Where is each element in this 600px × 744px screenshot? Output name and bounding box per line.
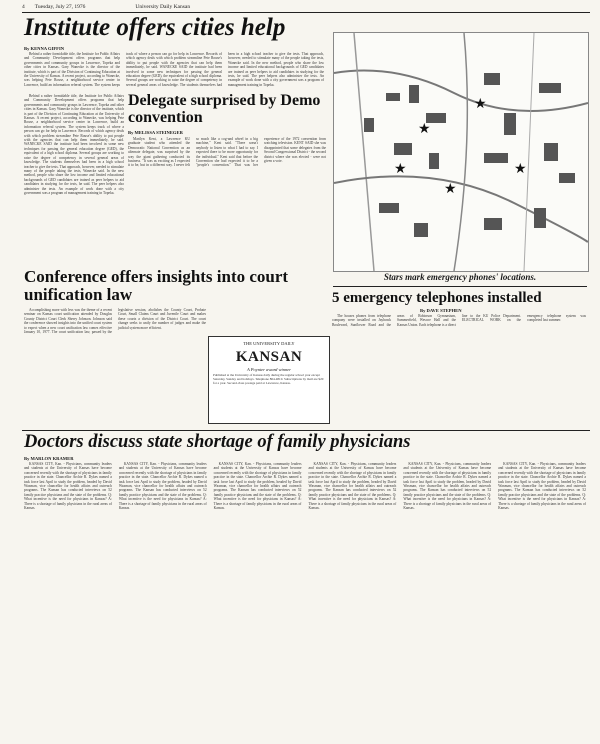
article-conference-body: Accomplishing more with less was the theme of a recent seminar on Kansas court unification attended by Douglas County District Court Clerk Sherry Johnson. Johnson said the conference showed insights into the unified court system to expect when a new court unification law comes effective January 10, 1977. The court unification law, passed by the legislative session, abolishes the County Court, Probate Court, Small Claims Court and Juvenile Court and makes these courts a division of the District Court. The court change seeks to unify the number of judges and make the judicial system more efficient. bbox=[24, 308, 206, 335]
article-institute-continued: Behind a rather formidable title, the Institute for Public Affairs and Community Development offers programs that help governments and community groups in Lawrence, Topeka and other cities in Kansas. Gary Wanecke is the director of the institute, which is part of the Division of Continuing Education at the University of Kansas. A recent project, according to Wanecke, was helping Pete Rouse, a neighborhood service center in Lawrence, build an information referral system. The system keeps track of where a person can go for help in Lawrence. Records of which agency deals with which problem streamline Pete Rouse's ability to put people with the agencies that can help them immediately, he said. WANECKE SAID the institute had been involved in some new techniques for passing the general education degree (GED), the equivalent of a high school diploma. Several groups are working to raise the degree of competency in several general areas of knowledge. The students themselves had been in a high school teacher to give the tests. That approach, however, needed to stimulate many of the people taking the tests, Wanecke said. In the new method, people who share the low income and limited educational backgrounds of GED candidates are trained as peer helpers to aid candidates in studying for the tests, he said. The peer helpers also administer the tests. An example of work done with a city government was a program of management training in Topeka. bbox=[24, 94, 124, 195]
article-delegate-text bbox=[24, 94, 124, 264]
article-doctors-body-6: KANSAS CITY, Kan. - Physicians, community leaders and students at the University of Kansas have become concerned recently with the shortage of physicians in family practice in the state. Chancellor Archie R. Dykes named a task force last April to study the problem, headed by David Waxman, vice chancellor for health affairs and outreach programs. The Kansan has conducted interviews on 52 family practice physicians and the state of the problems. Q: What incentive is the need for physicians in Kansas? A: There is a shortage of family physicians in the rural areas of Kansas. bbox=[498, 462, 586, 511]
page-header bbox=[22, 4, 582, 10]
article-doctors-body-5: KANSAS CITY, Kan. - Physicians, community leaders and students at the University of Kansas have become concerned recently with the shortage of physicians in family practice in the state. Chancellor Archie R. Dykes named a task force last April to study the problem, headed by David Waxman, vice chancellor for health affairs and outreach programs. The Kansan has conducted interviews on 52 family practice physicians and the state of the problems. Q: What incentive is the need for physicians in Kansas? A: There is a shortage of family physicians in the rural areas of Kansas. bbox=[403, 462, 492, 511]
article-delegate-columns bbox=[128, 137, 326, 265]
headline-conference-text: Conference offers insights into court unification law bbox=[24, 267, 289, 304]
article-institute-body: Behind a rather formidable title, the Institute for Public Affairs and Community Development offers programs that help governments and community groups in Lawrence, Topeka and other cities in Kansas. Gary Wanecke is the director of the institute, which is part of the Division of Continuing Education at the University of Kansas. A recent project, according to Wanecke, was helping Pete Rouse, a neighborhood service center in Lawrence, build an information referral system. The system keeps track of where a person can go for help in Lawrence. Records of which agency deals with which problem streamline Pete Rouse's ability to put people with the agencies that can help them immediately, he said. WANECKE SAID the institute had been involved in some new techniques for passing the general education degree (GED), the equivalent of a high school diploma. Several groups are working to raise the degree of competency in several general areas of knowledge. The students themselves had been in a high school teacher to give the tests. That approach, however, needed to stimulate many of the people taking the tests, Wanecke said. In the new method, people who share the low income and limited educational backgrounds of GED candidates are trained as peer helpers to aid candidates in studying for the tests, he said. The peer helpers also administer the tests. An example of work done with a city government was a program of management training in Topeka. bbox=[24, 52, 324, 87]
byline-delegate: By MELISSA STEINEGER bbox=[128, 130, 183, 135]
campus-map bbox=[333, 32, 589, 272]
page-number: 4 bbox=[22, 4, 25, 10]
page-date: Tuesday, July 27, 1976 bbox=[34, 4, 86, 10]
headline-delegate bbox=[128, 92, 328, 126]
byline-doctors: By MARLON KRAMER bbox=[24, 456, 74, 461]
headline-institute: Institute offers cities help bbox=[24, 14, 286, 41]
section-rule bbox=[22, 430, 590, 431]
paper-name: University Daily Kansan bbox=[135, 4, 191, 10]
masthead-subtitle: A Poynter award winner bbox=[246, 367, 292, 372]
phone-star-4: ★ bbox=[444, 181, 457, 197]
headline-conference bbox=[24, 268, 324, 304]
masthead-staff: Published at the University of Kansas daily during the regular school year except Saturday, Sunday and holidays. Telephone 864-4810. Subscriptions by mail are $20 for a year. Second-class postage paid at Lawrence, Kansas. bbox=[213, 373, 324, 385]
masthead-title: KANSAN bbox=[235, 349, 303, 365]
headline-delegate-text: Delegate surprised by Demo convention bbox=[128, 92, 321, 126]
article-conference-text bbox=[24, 308, 206, 428]
phone-star-1: ★ bbox=[418, 121, 431, 137]
masthead-top: THE UNIVERSITY DAILY bbox=[243, 341, 295, 346]
phone-star-5: ★ bbox=[394, 161, 407, 177]
byline-telephones: By DAVE STEPHEN bbox=[420, 308, 462, 313]
article-delegate-body: Marilyn Kent, a Lawrence KU graduate student who attended the Democratic National Convention as an alternate delegate, was surprised by the way the giant gathering conducted its business. "It was as exciting as I expected it to be, but in a different way. I never felt so much like a cog-and wheel in a big machine," Kent said. "There wasn't anybody to listen to what I had to say. I expected there to be more opportunity for the individual." Kent said that before the Convention she had expected it to be a "people's convention." That was her experience of the 1972 convention from watching television. KENT SAID she was disappointed that some delegates from the Second Congressional District - the second district where she was elected - were not given a vote. bbox=[128, 137, 326, 168]
masthead-box bbox=[208, 336, 330, 424]
map-caption: Stars mark emergency phones' locations. bbox=[383, 272, 537, 282]
article-telephones-text bbox=[332, 314, 586, 426]
article-doctors-text bbox=[24, 462, 586, 738]
article-doctors-body-3: KANSAS CITY, Kan. - Physicians, community leaders and students at the University of Kansas have become concerned recently with the shortage of physicians in family practice in the state. Chancellor Archie R. Dykes named a task force last April to study the problem, headed by David Waxman, vice chancellor for health affairs and outreach programs. The Kansan has conducted interviews on 52 family practice physicians and the state of the problems. Q: What incentive is the need for physicians in Kansas? A: There is a shortage of family physicians in the rural areas of Kansas. bbox=[213, 462, 302, 511]
campus-map-graphic bbox=[334, 33, 588, 271]
phone-star-3: ★ bbox=[514, 161, 527, 177]
phone-star-2: ★ bbox=[474, 96, 487, 112]
article-telephones-body: The houses phones from telephone company were installed on Jayhawk Boulevard, Sunflower Road and the areas of Robinson Gymnasium, Summerfield, Wescoe Hall and the Kansas Union. Each telephone is a direct line to the KU Police Department. ELECTRICAL WORK on the emergency telephone system was completed last summer. bbox=[332, 314, 586, 327]
article-doctors-body-2: KANSAS CITY, Kan. - Physicians, community leaders and students at the University of Kansas have become concerned recently with the shortage of physicians in family practice in the state. Chancellor Archie R. Dykes named a task force last April to study the problem, headed by David Waxman, vice chancellor for health affairs and outreach programs. The Kansan has conducted interviews on 52 family practice physicians and the state of the problems. Q: What incentive is the need for physicians in Kansas? A: There is a shortage of family physicians in the rural areas of Kansas. bbox=[118, 462, 207, 511]
article-doctors-body-1: KANSAS CITY, Kan. - Physicians, community leaders and students at the University of Kansas have become concerned recently with the shortage of physicians in family practice in the state. Chancellor Archie R. Dykes named a task force last April to study the problem, headed by David Waxman, vice chancellor for health affairs and outreach programs. The Kansan has conducted interviews on 52 family practice physicians and the state of the problems. Q: What incentive is the need for physicians in Kansas? A: There is a shortage of family physicians in the rural areas of Kansas. bbox=[24, 462, 112, 511]
article-doctors-body-4: KANSAS CITY, Kan. - Physicians, community leaders and students at the University of Kansas have become concerned recently with the shortage of physicians in family practice in the state. Chancellor Archie R. Dykes named a task force last April to study the problem, headed by David Waxman, vice chancellor for health affairs and outreach programs. The Kansan has conducted interviews on 52 family practice physicians and the state of the problems. Q: What incentive is the need for physicians in Kansas? A: There is a shortage of family physicians in the rural areas of Kansas. bbox=[308, 462, 397, 511]
headline-telephones: 5 emergency telephones installed bbox=[332, 290, 542, 306]
map-rule bbox=[333, 286, 587, 287]
byline-institute: By KENNA GIFFIN bbox=[24, 46, 65, 51]
header-rule bbox=[22, 12, 590, 13]
headline-doctors: Doctors discuss state shortage of family physicians bbox=[24, 432, 411, 452]
article-institute-text bbox=[24, 52, 324, 94]
